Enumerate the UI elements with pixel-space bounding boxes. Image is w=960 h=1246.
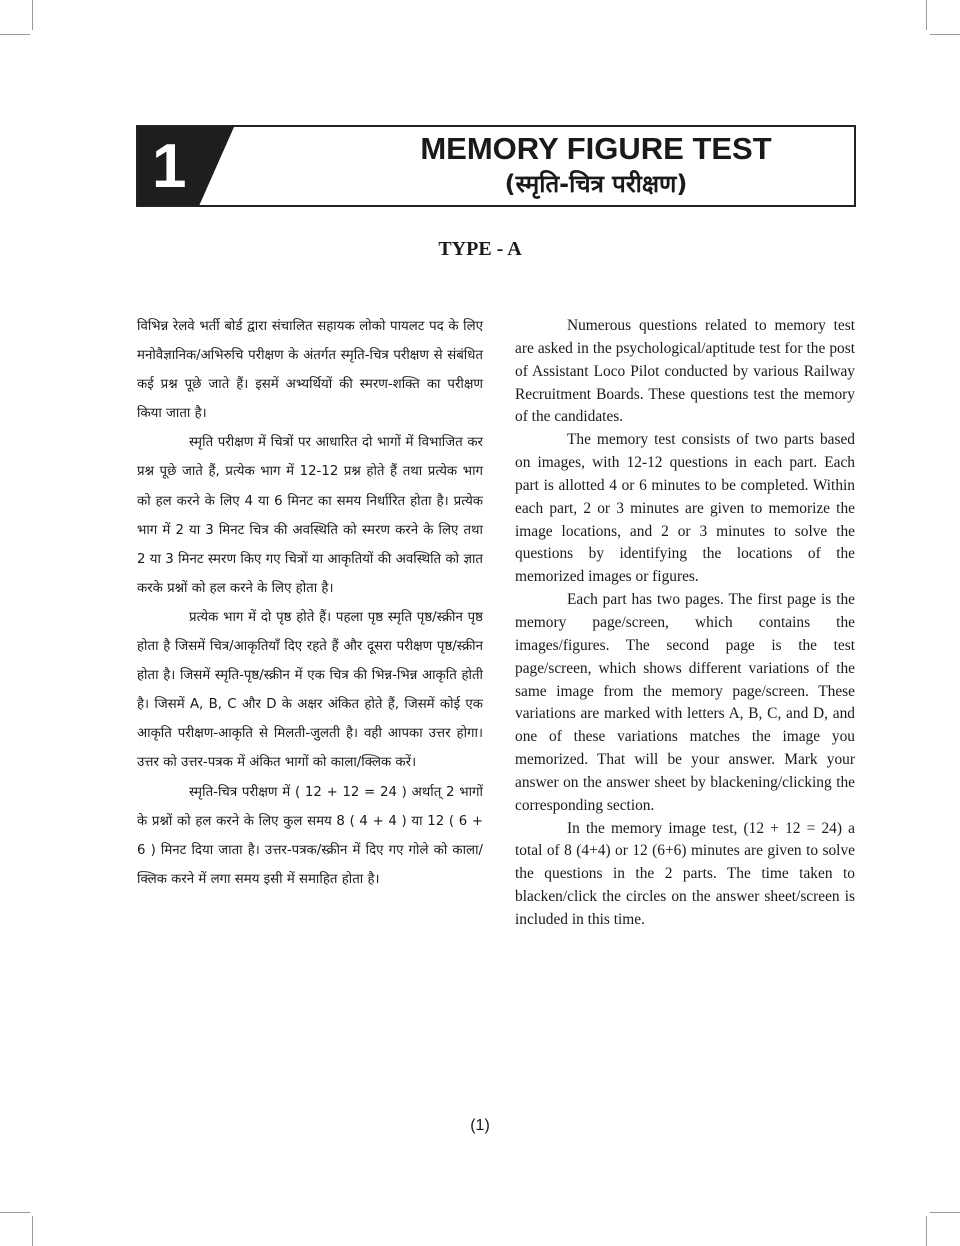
- chapter-header: [136, 125, 856, 207]
- english-text-column: [515, 315, 855, 932]
- hindi-paragraph: प्रत्येक भाग में दो पृष्ठ होते हैं। पहला पृष्ठ स्मृति पृष्ठ/स्क्रीन पृष्ठ होता है जिसमें चित्र/आकृतियाँ दिए रहते हैं और दूसरा परीक्षण पृष्ठ/स्क्रीन होता है। जिसमें स्मृति-पृष्ठ/स्क्रीन में एक चित्र की भिन्न-भिन्न आकृति होती है। जिसमें A, B, C और D के अक्षर अंकित होते हैं, जिसमें कोई एक आकृति परीक्षण-आकृति से मिलती-जुलती है। वही आपका उत्तर होगा। उत्तर को उत्तर-पत्रक में अंकित भागों को काला/क्लिक करें।: [137, 609, 483, 771]
- crop-mark: [32, 0, 33, 30]
- crop-mark: [0, 34, 30, 35]
- hindi-paragraph: स्मृति परीक्षण में चित्रों पर आधारित दो भागों में विभाजित कर प्रश्न पूछे जाते हैं, प्रत्येक भाग में 12-12 प्रश्न होते हैं तथा प्रत्येक भाग को हल करने के लिए 4 या 6 मिनट का समय निर्धारित होता है। प्रत्येक भाग में 2 या 3 मिनट चित्र की अवस्थिति को स्मरण करने के लिए तथा 2 या 3 मिनट स्मरण किए गए चित्रों या आकृतियों की अवस्थिति को ज्ञात करके प्रश्नों को हल करने के लिए होता है।: [137, 435, 483, 596]
- english-paragraph: Numerous questions related to memory test are asked in the psychological/aptitude test for the post of Assistant Loco Pilot conducted by various Railway Recruitment Boards. These questions test the memory of the candidates.: [515, 317, 855, 426]
- crop-mark: [926, 0, 927, 30]
- crop-mark: [926, 1216, 927, 1246]
- english-paragraph: The memory test consists of two parts based on images, with 12-12 questions in each part. Each part is allotted 4 or 6 minutes to be completed. Within each part, 2 or 3 minutes are given to memorize the image locations, and 2 or 3 minutes to solve the questions by identifying the locations of the memorized images or figures.: [515, 431, 855, 586]
- chapter-subtitle-hindi: (स्मृति-चित्र परीक्षण): [504, 170, 688, 198]
- chapter-title: MEMORY FIGURE TEST: [420, 131, 772, 166]
- english-paragraph: In the memory image test, (12 + 12 = 24) a total of 8 (4+4) or 12 (6+6) minutes are given to solve the questions in the 2 parts. The time taken to blacken/click the circles on the answer sheet/screen is included in this time.: [515, 819, 855, 928]
- crop-mark: [32, 1216, 33, 1246]
- page-number: (1): [470, 1117, 490, 1134]
- chapter-number: 1: [152, 132, 187, 201]
- crop-mark: [930, 1212, 960, 1213]
- hindi-paragraph: स्मृति-चित्र परीक्षण में ( 12 + 12 = 24 ) अर्थात् 2 भागों के प्रश्नों को हल करने के लिए कुल समय 8 ( 4 + 4 ) या 12 ( 6 + 6 ) मिनट दिया जाता है। उत्तर-पत्रक/स्क्रीन में दिए गए गोले को काला/क्लिक करने में लगा समय इसी में समाहित होता है।: [137, 784, 483, 887]
- crop-mark: [0, 1212, 30, 1213]
- english-paragraph: Each part has two pages. The first page is the memory page/screen, which contains the images/figures. The second page is the test page/screen, which shows different variations of the same image from the memory page/screen. These variations are marked with letters A, B, C, and D, and one of these variations matches the image you memorized. That will be your answer. Mark your answer on the answer sheet by blackening/clicking the corresponding section.: [515, 591, 855, 814]
- section-type-heading: TYPE - A: [438, 238, 522, 260]
- crop-mark: [930, 34, 960, 35]
- hindi-text-column: [137, 312, 483, 894]
- hindi-paragraph: विभिन्न रेलवे भर्ती बोर्ड द्वारा संचालित सहायक लोको पायलट पद के लिए मनोवैज्ञानिक/अभिरुचि परीक्षण के अंतर्गत स्मृति-चित्र परीक्षण से संबंधित कई प्रश्न पूछे जाते हैं। इसमें अभ्यर्थियों की स्मरण-शक्ति का परीक्षण किया जाता है।: [137, 319, 483, 422]
